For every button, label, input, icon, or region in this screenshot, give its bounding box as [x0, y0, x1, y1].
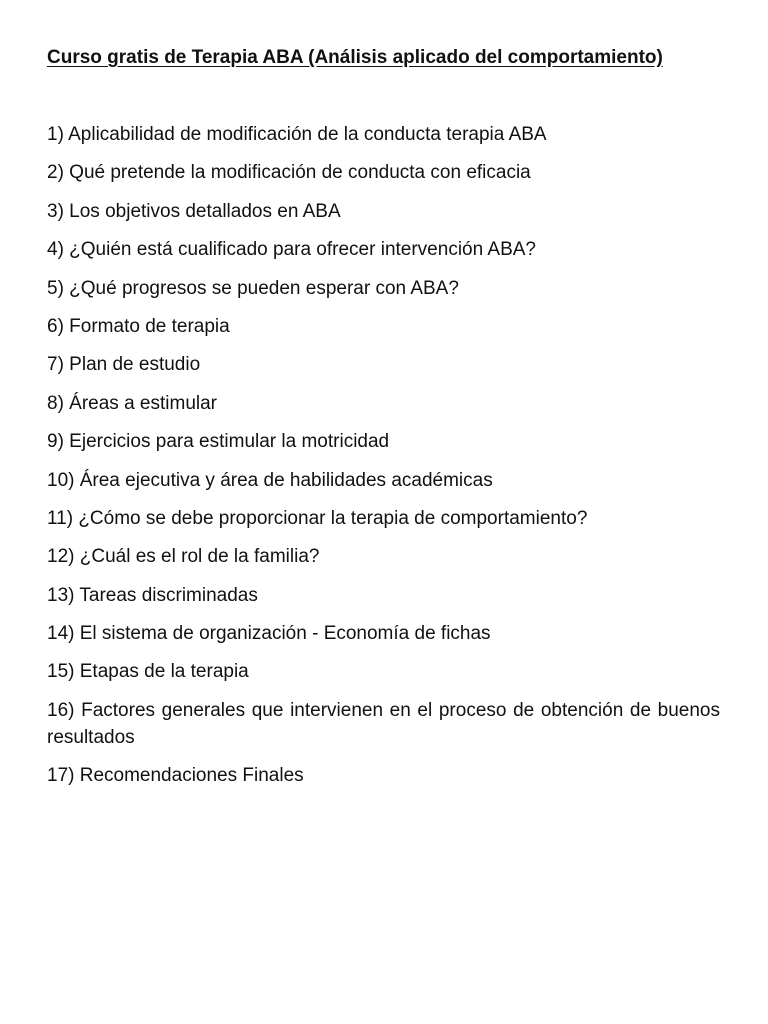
list-item: 10) Área ejecutiva y área de habilidades académicas [47, 469, 493, 491]
list-item: 13) Tareas discriminadas [47, 584, 258, 606]
document-title: Curso gratis de Terapia ABA (Análisis aplicado del comportamiento) [47, 47, 663, 68]
list-item: 2) Qué pretende la modificación de conducta con eficacia [47, 162, 531, 184]
list-item: 3) Los objetivos detallados en ABA [47, 200, 341, 222]
list-item: 8) Áreas a estimular [47, 392, 218, 414]
list-item: 17) Recomendaciones Finales [47, 765, 304, 787]
list-item: 15) Etapas de la terapia [47, 661, 249, 683]
list-item: 7) Plan de estudio [47, 354, 201, 376]
list-item: 9) Ejercicios para estimular la motricidad [47, 431, 390, 453]
list-item: 5) ¿Qué progresos se pueden esperar con ABA? [47, 277, 459, 299]
list-item: 11) ¿Cómo se debe proporcionar la terapia de comportamiento? [47, 507, 588, 529]
list-item: 6) Formato de terapia [47, 315, 230, 337]
list-item: 14) El sistema de organización - Economía de fichas [47, 623, 491, 645]
list-item: 12) ¿Cuál es el rol de la familia? [47, 546, 320, 568]
list-item: 1) Aplicabilidad de modificación de la conducta terapia ABA [47, 124, 547, 145]
topic-list [47, 121, 720, 801]
list-item: 4) ¿Quién está cualificado para ofrecer intervención ABA? [47, 239, 536, 261]
list-item: 16) Factores generales que intervienen en el proceso de obtención de buenos resultados [47, 699, 720, 748]
